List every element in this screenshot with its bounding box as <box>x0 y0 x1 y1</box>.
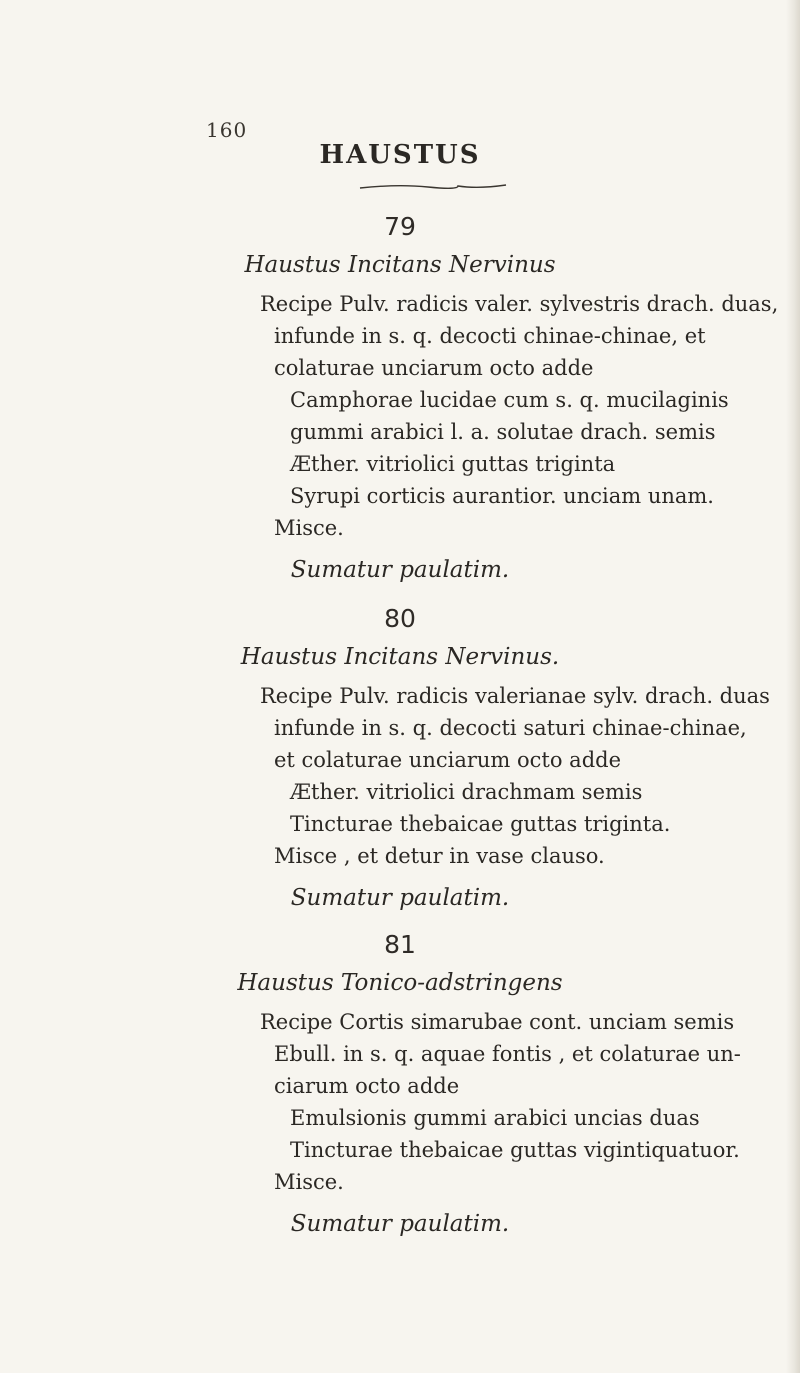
recipe-line: Æther. vitriolici drachmam semis <box>290 780 643 804</box>
recipe-line: Syrupi corticis aurantior. unciam unam. <box>290 484 714 508</box>
recipe-line: Misce. <box>274 516 344 540</box>
recipe-line: Emulsionis gummi arabici uncias duas <box>290 1106 700 1130</box>
recipe-number: 79 <box>384 212 416 241</box>
recipe-line: gummi arabici l. a. solutae drach. semis <box>290 420 716 444</box>
recipe-direction: Sumatur paulatim. <box>290 1211 510 1237</box>
recipe-number: 80 <box>384 604 416 633</box>
recipe-direction: Sumatur paulatim. <box>290 557 510 583</box>
page-edge-shadow <box>786 0 800 1373</box>
recipe-title: Haustus Tonico-adstringens <box>237 970 563 996</box>
recipe-number: 81 <box>384 930 416 959</box>
recipe-line: Recipe Cortis simarubae cont. unciam semis <box>260 1010 735 1034</box>
recipe-line: Æther. vitriolici guttas triginta <box>290 452 616 476</box>
ornamental-rule <box>358 182 508 194</box>
recipe-title: Haustus Incitans Nervinus. <box>240 644 560 670</box>
recipe-line: Recipe Pulv. radicis valerianae sylv. drach. duas <box>260 684 770 708</box>
recipe-line: Misce. <box>274 1170 344 1194</box>
recipe-line: infunde in s. q. decocti saturi chinae-chinae, <box>274 716 747 740</box>
recipe-title: Haustus Incitans Nervinus <box>244 252 556 278</box>
recipe-line: Tincturae thebaicae guttas triginta. <box>290 812 671 836</box>
recipe-line: infunde in s. q. decocti chinae-chinae, et <box>274 324 706 348</box>
recipe-line: colaturae unciarum octo adde <box>274 356 594 380</box>
recipe-direction: Sumatur paulatim. <box>290 885 510 911</box>
recipe-line: et colaturae unciarum octo adde <box>274 748 622 772</box>
running-head: HAUSTUS <box>319 140 481 170</box>
recipe-line: Ebull. in s. q. aquae fontis , et colaturae un- <box>274 1042 741 1066</box>
recipe-line: Camphorae lucidae cum s. q. mucilaginis <box>290 388 729 412</box>
recipe-line: Misce , et detur in vase clauso. <box>274 844 605 868</box>
recipe-line: ciarum octo adde <box>274 1074 460 1098</box>
page-number: 160 <box>206 118 248 142</box>
recipe-line: Tincturae thebaicae guttas vigintiquatuor. <box>290 1138 740 1162</box>
recipe-line: Recipe Pulv. radicis valer. sylvestris drach. duas, <box>260 292 779 316</box>
